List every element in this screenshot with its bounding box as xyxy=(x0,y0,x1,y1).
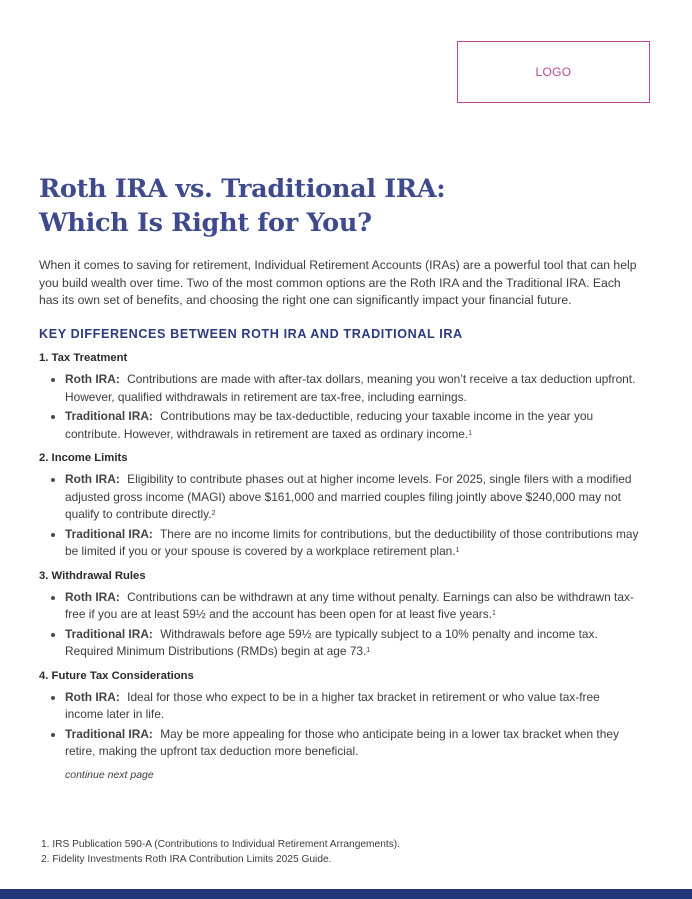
bullet-icon xyxy=(51,633,55,637)
bullet-list xyxy=(39,589,639,661)
section-tax-treatment xyxy=(39,351,639,443)
bullet-text: Contributions may be tax-deductible, reducing your taxable income in the year you contribute. However, withdrawals in retirement are taxed as ordinary income. xyxy=(65,409,594,441)
list-item xyxy=(39,408,639,443)
footnote-ref: 1 xyxy=(492,610,496,617)
title-line-2: Which Is Right for You? xyxy=(39,208,372,238)
footnote: 2. Fidelity Investments Roth IRA Contribution Limits 2025 Guide. xyxy=(41,854,332,865)
section-withdrawal-rules xyxy=(39,569,639,661)
footer-bar xyxy=(0,889,692,899)
bullet-text: Contributions can be withdrawn at any time without penalty. Earnings can also be withdrawn tax-free if you are at least 59½ and the account has been open for at least five years. xyxy=(65,589,634,621)
bullet-list xyxy=(39,371,639,443)
bullet-text: There are no income limits for contributions, but the deductibility of those contributions may be limited if you or your spouse is covered by a workplace retirement plan. xyxy=(65,526,639,558)
footnote-ref: 1 xyxy=(468,429,473,437)
sub-heading: 2. Income Limits xyxy=(39,452,128,464)
bullet-label: Traditional IRA: xyxy=(65,726,153,741)
key-differences-content xyxy=(39,351,639,781)
bullet-icon xyxy=(51,478,55,482)
bullet-label: Roth IRA: xyxy=(65,689,120,704)
list-item xyxy=(39,526,639,561)
logo-placeholder xyxy=(457,41,650,103)
list-item xyxy=(39,371,639,406)
section-heading: KEY DIFFERENCES BETWEEN ROTH IRA AND TRADITIONAL IRA xyxy=(39,327,463,341)
bullet-text: Withdrawals before age 59½ are typically subject to a 10% penalty and income tax. Required Minimum Distributions (RMDs) begin at age 73. xyxy=(65,626,598,658)
bullet-text: May be more appealing for those who anticipate being in a lower tax bracket when they retire, making the upfront tax deduction more beneficial. xyxy=(65,726,619,758)
sub-heading: 4. Future Tax Considerations xyxy=(39,669,194,682)
continue-note: continue next page xyxy=(65,768,154,781)
bullet-label: Roth IRA: xyxy=(65,472,120,486)
sub-heading: 1. Tax Treatment xyxy=(39,352,128,364)
section-future-tax xyxy=(39,669,639,761)
bullet-text: Ideal for those who expect to be in a higher tax bracket in retirement or who value tax-free income later in life. xyxy=(65,689,600,721)
logo-text: LOGO xyxy=(535,65,572,79)
page-title xyxy=(39,172,445,240)
title-line-1: Roth IRA vs. Traditional IRA: xyxy=(39,174,446,204)
bullet-label: Traditional IRA: xyxy=(65,409,153,423)
bullet-icon xyxy=(51,733,55,737)
bullet-icon xyxy=(51,696,55,700)
intro-paragraph: When it comes to saving for retirement, Individual Retirement Accounts (IRAs) are a powerful tool that can help you build wealth over time. Two of the most common options are the Roth IRA and the Traditional IRA. Each has its own set of benefits, and choosing the right one can significantly impact your financial future. xyxy=(39,258,637,307)
list-item xyxy=(39,726,639,761)
bullet-icon xyxy=(51,415,55,419)
bullet-list xyxy=(39,689,639,761)
bullet-icon xyxy=(51,596,55,600)
footnote: 1. IRS Publication 590-A (Contributions to Individual Retirement Arrangements). xyxy=(41,839,401,850)
footnote-ref: 2 xyxy=(211,510,216,517)
list-item xyxy=(39,626,639,661)
section-income-limits xyxy=(39,451,639,561)
bullet-icon xyxy=(51,378,55,382)
list-item xyxy=(39,471,639,524)
bullet-label: Roth IRA: xyxy=(65,589,120,604)
footnotes xyxy=(41,837,400,867)
sub-heading: 3. Withdrawal Rules xyxy=(39,569,146,582)
bullet-label: Roth IRA: xyxy=(65,372,120,386)
bullet-text: Eligibility to contribute phases out at higher income levels. For 2025, single filers with a modified adjusted gross income (MAGI) above $161,000 and married couples filing jointly above $240,000 may not qualify to contribute directly. xyxy=(65,472,632,521)
footnote-ref: 1 xyxy=(455,547,460,554)
footnote-ref: 1 xyxy=(366,647,371,654)
bullet-label: Traditional IRA: xyxy=(65,526,153,541)
bullet-label: Traditional IRA: xyxy=(65,626,153,641)
bullet-icon xyxy=(51,533,55,537)
bullet-list xyxy=(39,471,639,561)
list-item xyxy=(39,589,639,624)
list-item xyxy=(39,689,639,724)
bullet-text: Contributions are made with after-tax dollars, meaning you won’t receive a tax deduction upfront. However, qualified withdrawals in retirement are tax-free, including earnings. xyxy=(65,372,636,404)
